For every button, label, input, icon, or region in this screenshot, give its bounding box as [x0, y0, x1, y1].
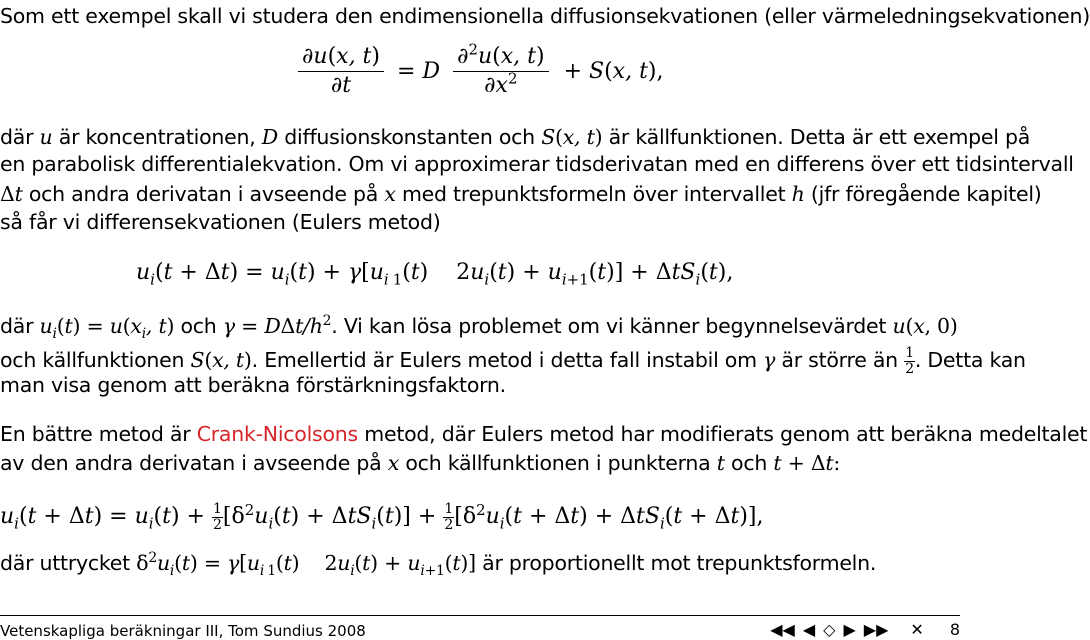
- para3-line1: En bättre metod är Crank-Nicolsons metod, där Eulers metod har modifierats genom att beräkna medeltalet: [0, 422, 1088, 446]
- crank-nicolson-link[interactable]: Crank-Nicolsons: [196, 422, 358, 446]
- para3-line2: av den andra derivatan i avseende på x och källfunktionen i punkterna t och t + Δt:: [0, 451, 841, 475]
- para1-line4: Δt och andra derivatan i avseende på x med trepunktsformeln över intervallet h (jfr föregående kapitel): [0, 182, 1042, 206]
- crank-nicolson-equation: $u_i(t + \Delta t) = u_i(t)$ + $\frac{1}{2}$ $[\delta^2u_i(t) + \Delta tS_i(t)]$ + $\frac{1}{2}$ $[\delta^2u_i(t + \Delta t) + \Delta tS_i(t + \Delta t)]$,: [0, 500, 764, 533]
- slide-navigation: [770, 620, 960, 638]
- para1-line5: så får vi differensekvationen (Eulers metod): [0, 210, 441, 234]
- home-icon[interactable]: ◇: [823, 619, 836, 639]
- diffusion-equation: $\frac{\partial u(x, t)}{\partial t}$ = D $\frac{\partial^2u(x, t)}{\partial x^2}$ + S(x, t),: [298, 46, 663, 97]
- euler-equation: $u_i(t + \Delta t) = u_i(t) + \gamma[u_{i 1}(t)$ $2u_i(t) + u_{i+1}(t)] + \Delta tS_i(t)$,: [136, 260, 734, 289]
- para1-line3: en parabolisk differentialekvation. Om vi approximerar tidsderivatan med en differens över ett tidsintervall: [0, 152, 1074, 176]
- para4-line1: där uttrycket $\delta^2u_i(t) = \gamma[u_{i 1}(t)$ $2u_i(t) + u_{i+1}(t)$] är proportionellt mot trepunktsformeln.: [0, 550, 877, 580]
- footer-rule: [0, 615, 960, 616]
- page-number: 8: [949, 619, 960, 639]
- previous-page-icon[interactable]: ◀: [802, 619, 816, 639]
- last-page-icon[interactable]: ▶▶: [863, 619, 889, 639]
- para2-line3: man visa genom att beräkna förstärkningsfaktorn.: [0, 373, 506, 397]
- para2-line2: och källfunktionen S(x, t). Emellertid är Eulers metod i detta fall instabil om γ är större än $\frac{1}{2}$ . Detta kan: [0, 345, 1026, 377]
- first-page-icon[interactable]: ◀◀: [770, 619, 795, 639]
- para1-line1: Som ett exempel skall vi studera den endimensionella diffusionsekvationen (eller värmeledningsekvationen): [0, 4, 1090, 28]
- para1-line2: där u är koncentrationen, D diffusionskonstanten och S(x, t) är källfunktionen. Detta är ett exempel på: [0, 125, 1031, 149]
- footer-title: Vetenskapliga beräkningar III, Tom Sundius 2008: [0, 622, 366, 640]
- next-page-icon[interactable]: ▶: [843, 619, 856, 639]
- para2-line1: där $u_i(t) = u(x_i$, t) och γ = DΔt/$h^2$. Vi kan lösa problemet om vi känner begynnelsevärdet u(x, 0): [0, 313, 958, 343]
- close-icon[interactable]: ✕: [910, 619, 924, 639]
